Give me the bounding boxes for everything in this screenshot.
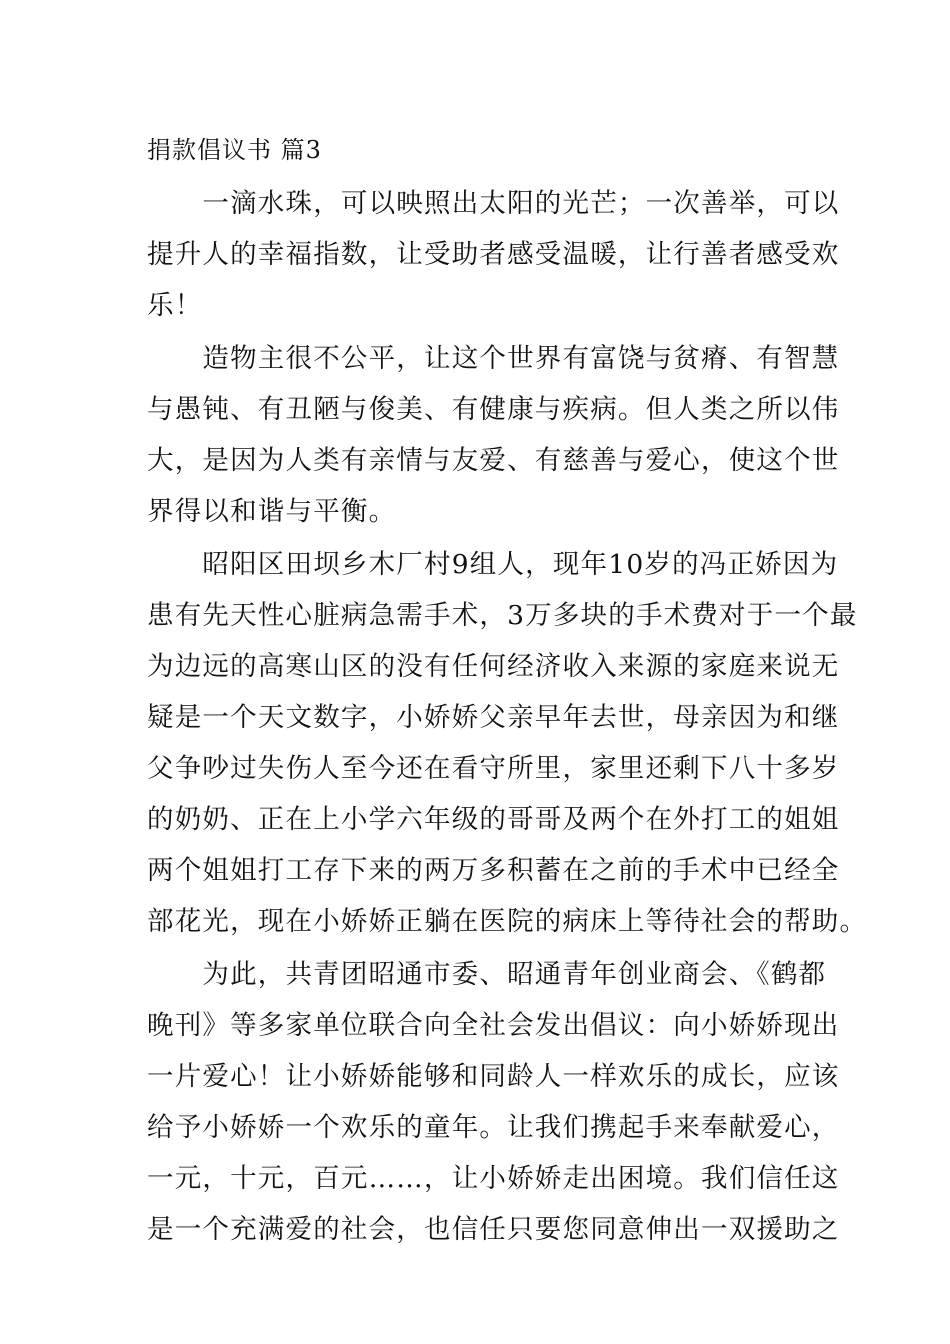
paragraph-line: 患有先天性心脏病急需手术，3万多块的手术费对于一个最 [147, 600, 858, 631]
paragraph-3 [147, 539, 868, 947]
paragraph-line: 一元，十元，百元……，让小娇娇走出困境。我们信任这 [147, 1163, 840, 1194]
paragraph-line: 造物主很不公平，让这个世界有富饶与贫瘠、有智慧 [147, 343, 840, 374]
paragraph-line: 一滴水珠，可以映照出太阳的光芒；一次善举，可以 [147, 188, 840, 219]
paragraph-line: 晚刊》等多家单位联合向全社会发出倡议：向小娇娇现出 [147, 1010, 840, 1041]
paragraph-2 [147, 333, 840, 537]
paragraph-4 [147, 949, 840, 1255]
document-title: 捐款倡议书 篇3 [147, 136, 322, 164]
paragraph-line: 的奶奶、正在上小学六年级的哥哥及两个在外打工的姐姐 [147, 804, 840, 835]
paragraph-line: 界得以和谐与平衡。 [147, 496, 397, 527]
paragraph-line: 与愚钝、有丑陋与俊美、有健康与疾病。但人类之所以伟 [147, 394, 840, 425]
paragraph-line: 一片爱心！让小娇娇能够和同龄人一样欢乐的成长，应该 [147, 1061, 840, 1092]
paragraph-line: 提升人的幸福指数，让受助者感受温暖，让行善者感受欢 [147, 239, 840, 270]
paragraph-line: 是一个充满爱的社会，也信任只要您同意伸出一双援助之 [147, 1214, 840, 1245]
paragraph-line: 两个姐姐打工存下来的两万多积蓄在之前的手术中已经全 [147, 855, 840, 886]
paragraph-line: 为此，共青团昭通市委、昭通青年创业商会、《鹤都 [147, 959, 827, 990]
document-body [147, 178, 868, 1257]
paragraph-line: 疑是一个天文数字，小娇娇父亲早年去世，母亲因为和继 [147, 702, 840, 733]
paragraph-line: 部花光，现在小娇娇正躺在医院的病床上等待社会的帮助。 [147, 906, 868, 937]
paragraph-1 [147, 178, 840, 331]
paragraph-line: 为边远的高寒山区的没有任何经济收入来源的家庭来说无 [147, 651, 840, 682]
paragraph-line: 昭阳区田坝乡木厂村9组人，现年10岁的冯正娇因为 [147, 549, 839, 580]
paragraph-line: 父争吵过失伤人至今还在看守所里，家里还剩下八十多岁 [147, 753, 840, 784]
paragraph-line: 给予小娇娇一个欢乐的童年。让我们携起手来奉献爱心， [147, 1112, 840, 1143]
paragraph-line: 乐！ [147, 290, 203, 321]
paragraph-line: 大，是因为人类有亲情与友爱、有慈善与爱心，使这个世 [147, 445, 840, 476]
